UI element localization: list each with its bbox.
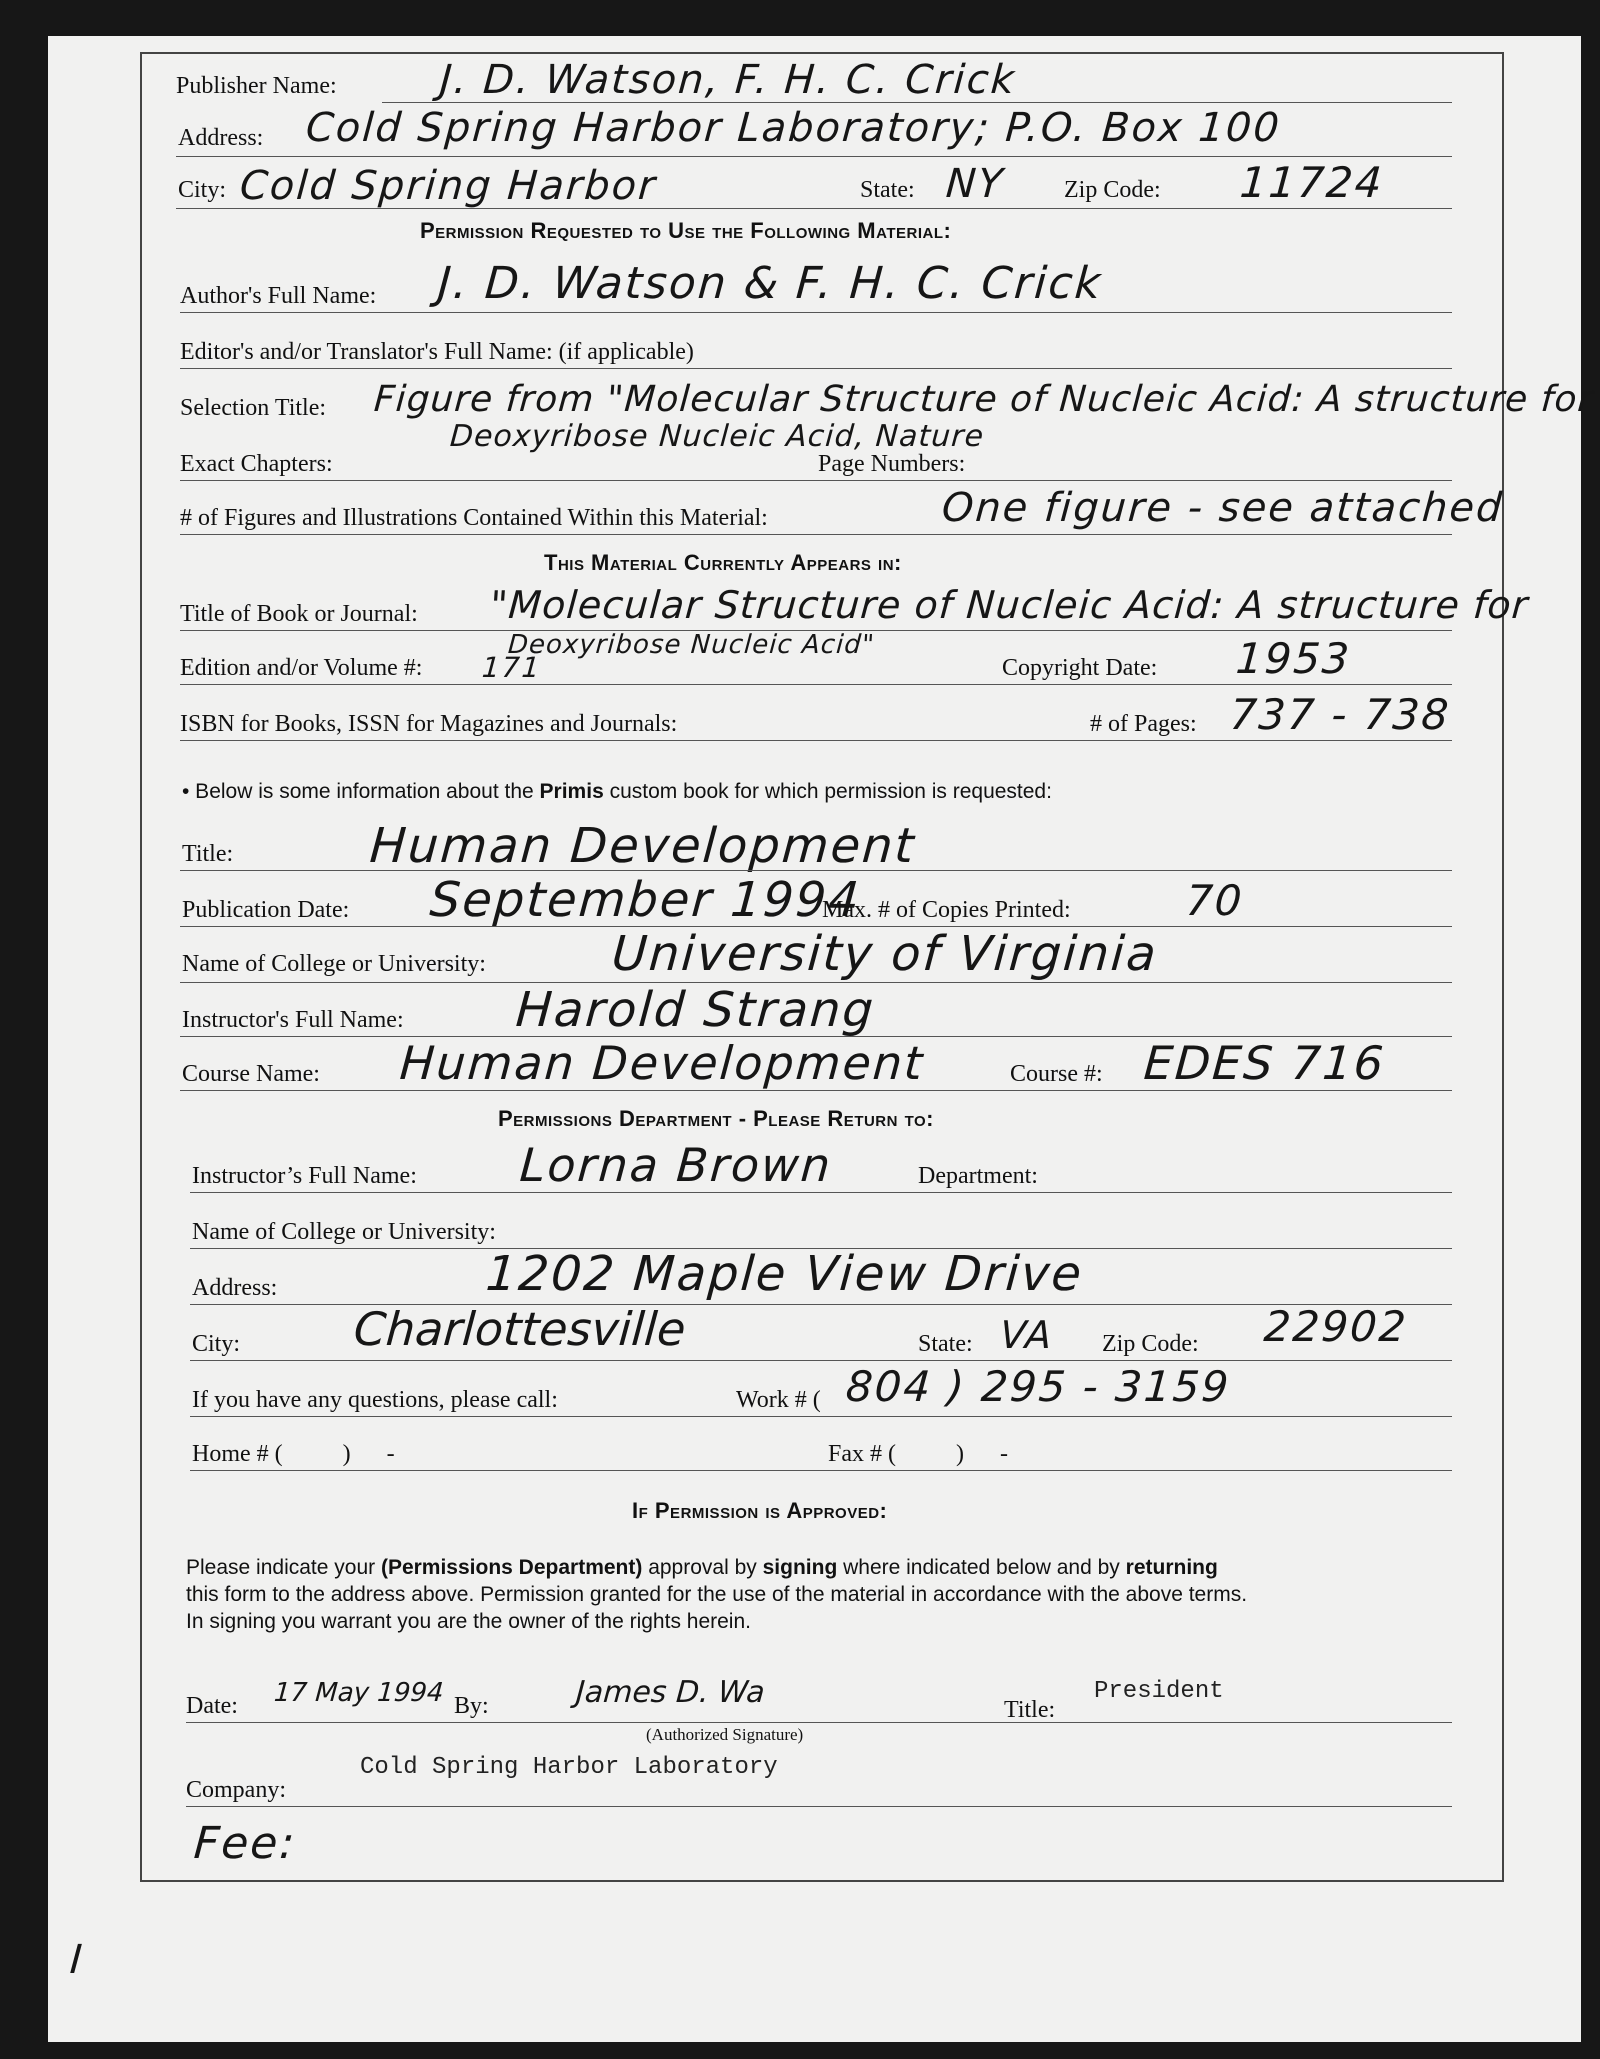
rule [190,1192,1452,1193]
figures-label: # of Figures and Illustrations Contained Within this Material: [180,505,768,531]
primis-intro-bold: Primis [539,780,604,803]
course-name-label: Course Name: [182,1061,320,1087]
section-heading-requested: Permission Requested to Use the Following Material: [420,218,952,243]
return-state-value: VA [998,1313,1055,1357]
return-instructor-label: Instructor’s Full Name: [192,1163,417,1189]
rule [180,740,1452,741]
state-value: NY [944,161,1006,207]
editor-label: Editor's and/or Translator's Full Name: (if applicable) [180,339,694,365]
return-city-label: City: [192,1331,241,1357]
primis-title-label: Title: [182,841,234,867]
return-instructor-value: Lorna Brown [518,1138,834,1192]
max-copies-label: Max. # of Copies Printed: [822,897,1071,923]
signature-caption: (Authorized Signature) [646,1725,804,1744]
approval-bold: (Permissions Department) [380,1556,643,1579]
rule [190,1360,1452,1361]
course-num-value: EDES 716 [1142,1036,1388,1090]
rule [190,1416,1452,1417]
approval-bold: returning [1125,1556,1218,1579]
author-label: Author's Full Name: [180,283,377,309]
primis-intro-suffix: custom book for which permission is requested: [603,780,1052,803]
return-college-label: Name of College or University: [192,1219,496,1245]
approval-bold: signing [762,1556,838,1579]
return-address-label: Address: [192,1275,278,1301]
fee-label: Fee: [192,1818,299,1869]
college-label: Name of College or University: [182,951,486,977]
book-title-value-2: Deoxyribose Nucleic Acid" [506,630,876,660]
section-heading-appears: This Material Currently Appears in: [544,550,902,575]
copyright-label: Copyright Date: [1002,655,1158,681]
section-heading-return: Permissions Department - Please Return to: [498,1106,934,1131]
course-num-label: Course #: [1010,1061,1103,1087]
author-value: J. D. Watson & F. H. C. Crick [436,258,1105,309]
rule [176,208,1452,209]
figures-value: One figure - see attached [940,485,1506,531]
rule [180,1090,1452,1091]
address-value: Cold Spring Harbor Laboratory; P.O. Box 100 [304,105,1283,151]
rule [190,1470,1452,1471]
rule [180,312,1452,313]
fax-label: Fax # ( ) - [828,1441,1008,1467]
rule [180,684,1452,685]
instructor-label: Instructor's Full Name: [182,1007,404,1033]
isbn-label: ISBN for Books, ISSN for Magazines and Journals: [180,711,678,737]
return-zip-label: Zip Code: [1102,1331,1199,1357]
rule [180,534,1452,535]
approval-line-2: this form to the address above. Permission granted for the use of the material in accordance with the above terms. [186,1583,1248,1606]
pub-date-label: Publication Date: [182,897,350,923]
return-city-value: Charlottesville [352,1302,688,1356]
edition-value: 171 [480,651,543,684]
city-label: City: [178,177,227,203]
approval-line-3: In signing you warrant you are the owner of the rights herein. [186,1610,751,1633]
publisher-name-label: Publisher Name: [176,73,337,99]
company-value: Cold Spring Harbor Laboratory [360,1754,778,1781]
address-label: Address: [178,125,264,151]
approval-text: approval by [642,1556,763,1579]
signature: James D. Wa [574,1675,766,1710]
approval-text: Please indicate your [186,1556,381,1579]
primis-intro [182,778,1052,805]
page-numbers-label: Page Numbers: [818,451,966,477]
rule [186,1806,1452,1807]
num-pages-value: 737 - 738 [1228,690,1452,739]
work-phone-label: Work # ( [736,1387,821,1413]
home-phone-label: Home # ( ) - [192,1441,395,1467]
approval-title-value: President [1094,1678,1224,1705]
rule [180,630,1452,631]
primis-title-value: Human Development [368,818,918,874]
zip-label: Zip Code: [1064,177,1161,203]
margin-mark: I [68,1937,86,1983]
primis-intro-prefix: • Below is some information about the [182,780,540,803]
rule [186,1722,1452,1723]
selection-title-label: Selection Title: [180,395,327,421]
approval-title-label: Title: [1004,1697,1056,1723]
num-pages-label: # of Pages: [1090,711,1197,737]
rule [180,870,1452,871]
max-copies-value: 70 [1184,876,1246,925]
approval-paragraph [186,1554,1247,1635]
state-label: State: [860,177,915,203]
book-title-value: "Molecular Structure of Nucleic Acid: A structure for [488,583,1530,627]
zip-value: 11724 [1238,158,1386,207]
course-name-value: Human Development [398,1036,927,1090]
publisher-name-value: J. D. Watson, F. H. C. Crick [438,57,1018,103]
section-heading-approval: If Permission is Approved: [632,1498,888,1523]
department-label: Department: [918,1163,1038,1189]
rule [180,368,1452,369]
selection-title-value-2: Deoxyribose Nucleic Acid, Nature [448,419,986,454]
city-value: Cold Spring Harbor [238,163,659,209]
exact-chapters-label: Exact Chapters: [180,451,333,477]
pub-date-value: September 1994 [428,872,863,928]
return-state-label: State: [918,1331,973,1357]
rule [176,156,1452,157]
questions-label: If you have any questions, please call: [192,1387,558,1413]
approval-line-1 [186,1554,1247,1581]
selection-title-value: Figure from "Molecular Structure of Nucleic Acid: A structure for [372,379,1595,420]
company-label: Company: [186,1777,286,1803]
college-value: University of Virginia [610,926,1160,982]
by-label: By: [454,1693,489,1719]
book-title-label: Title of Book or Journal: [180,601,418,627]
work-phone-value: 804 ) 295 - 3159 [844,1362,1232,1411]
edition-label: Edition and/or Volume #: [180,655,423,681]
rule [382,102,1452,103]
instructor-value: Harold Strang [514,982,877,1038]
date-label: Date: [186,1693,238,1719]
rule [180,480,1452,481]
return-zip-value: 22902 [1262,1302,1410,1351]
copyright-value: 1953 [1234,634,1353,683]
date-value: 17 May 1994 [272,1678,445,1708]
approval-text: where indicated below and by [837,1556,1126,1579]
return-address-value: 1202 Maple View Drive [484,1246,1085,1302]
